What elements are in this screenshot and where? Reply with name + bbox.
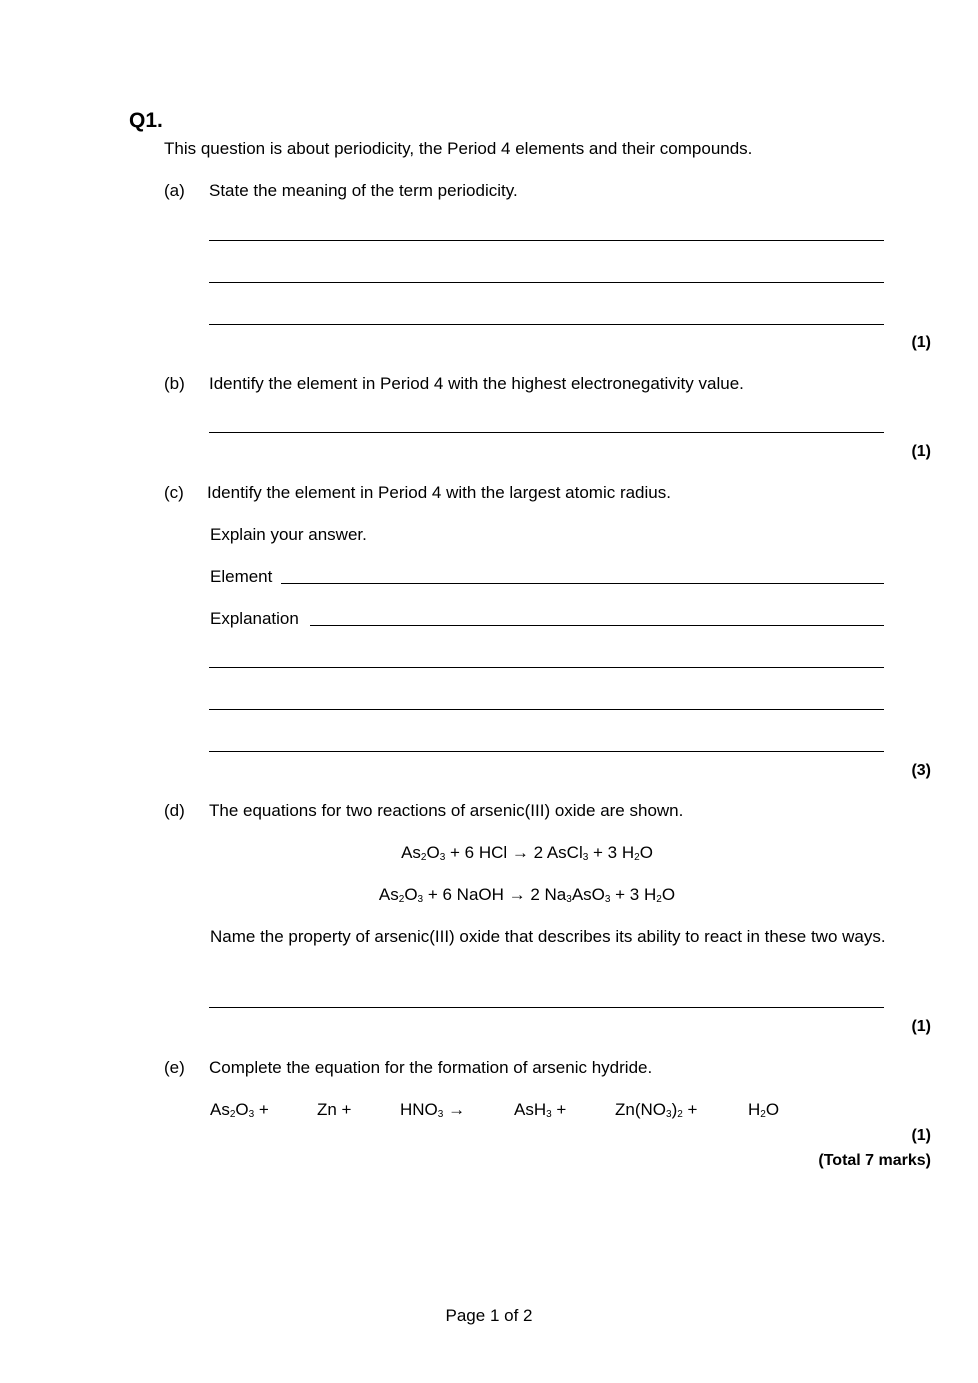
equation-term-h2o: $H_2O$ xyxy=(748,1100,780,1120)
answer-line[interactable] xyxy=(209,709,884,710)
answer-line[interactable] xyxy=(209,282,884,283)
question-number: Q1. xyxy=(129,109,163,132)
part-e-label: (e) xyxy=(164,1058,185,1077)
part-c-label: (c) xyxy=(164,483,184,502)
answer-line[interactable] xyxy=(209,432,884,433)
part-a-text: State the meaning of the term periodicity. xyxy=(209,181,518,200)
equation-term-zn: Zn + xyxy=(317,1100,352,1119)
part-d-prompt: Name the property of arsenic(III) oxide that describes its ability to react in these two ways. xyxy=(210,927,886,946)
explanation-label: Explanation xyxy=(210,609,299,628)
equation-term-zn-no3-2: $Zn(NO_3)_2$ + xyxy=(615,1100,698,1120)
equation-2: $As_2O_3 + 6$ NaOH → 2 $Na_3AsO_3 + 3$ $H_2O$ xyxy=(378,885,676,905)
answer-line[interactable] xyxy=(209,667,884,668)
total-marks: (Total 7 marks) xyxy=(818,1152,931,1169)
part-d-label: (d) xyxy=(164,801,185,820)
part-d-text: The equations for two reactions of arsenic(III) oxide are shown. xyxy=(209,801,684,820)
part-a-label: (a) xyxy=(164,181,185,200)
part-e-text: Complete the equation for the formation of arsenic hydride. xyxy=(209,1058,653,1077)
answer-line[interactable] xyxy=(209,324,884,325)
equation-term-as2o3: $As_2O_3$ + xyxy=(210,1100,269,1120)
answer-line[interactable] xyxy=(209,751,884,752)
part-c-text: Identify the element in Period 4 with the largest atomic radius. xyxy=(207,483,671,502)
equation-term-hno3: $HNO_3$ → xyxy=(400,1100,466,1120)
question-intro: This question is about periodicity, the Period 4 elements and their compounds. xyxy=(164,139,753,158)
marks-a: (1) xyxy=(911,334,931,351)
marks-d: (1) xyxy=(911,1018,931,1035)
part-b-text: Identify the element in Period 4 with the highest electronegativity value. xyxy=(209,374,744,393)
page-footer: Page 1 of 2 xyxy=(445,1306,533,1325)
element-label: Element xyxy=(210,567,273,586)
equation-1: $As_2O_3 + 6$ HCl → 2 AsCl$_3$ + 3 $H_2O$ xyxy=(401,843,653,863)
equation-term-ash3: AsH$_3$ + xyxy=(514,1100,567,1120)
part-c-explain: Explain your answer. xyxy=(210,525,367,544)
part-b-label: (b) xyxy=(164,374,185,393)
marks-b: (1) xyxy=(911,443,931,460)
element-answer-line[interactable] xyxy=(281,583,884,584)
explanation-answer-line[interactable] xyxy=(310,625,884,626)
marks-c: (3) xyxy=(911,762,931,779)
marks-e: (1) xyxy=(911,1127,931,1144)
answer-line[interactable] xyxy=(209,1007,884,1008)
answer-line[interactable] xyxy=(209,240,884,241)
